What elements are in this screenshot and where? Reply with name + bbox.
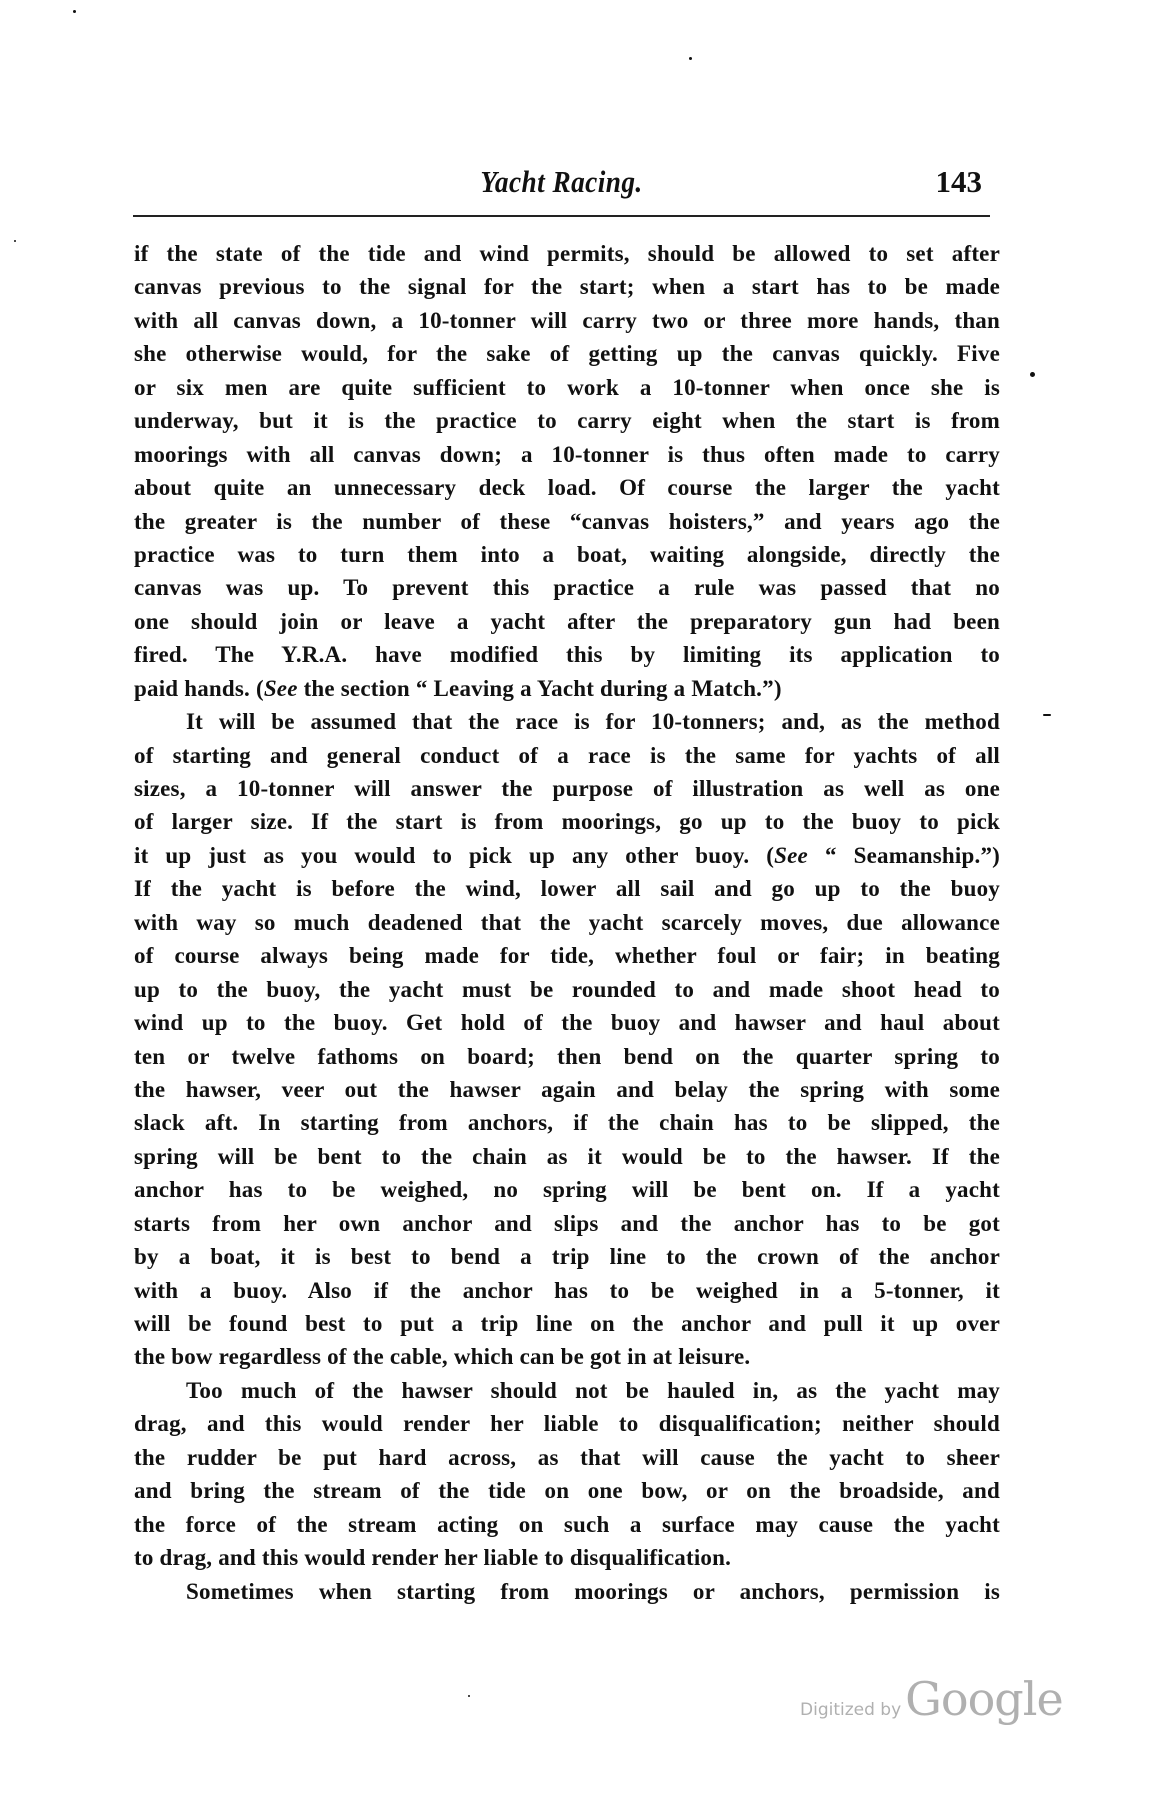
scan-speck	[468, 1695, 470, 1697]
text-line: with a buoy. Also if the anchor has to be weighed in a 5-tonner, it	[134, 1277, 1000, 1303]
text-line: starts from her own anchor and slips and the anchor has to be got	[134, 1210, 1000, 1236]
text-line: wind up to the buoy. Get hold of the buoy and hawser and haul about	[134, 1010, 1000, 1036]
text-line: fired. The Y.R.A. have modified this by limiting its application to	[134, 642, 1000, 668]
text-line: up to the buoy, the yacht must be rounded to and made shoot head to	[134, 976, 1000, 1002]
body-text	[134, 237, 1000, 1608]
text-line: moorings with all canvas down; a 10-tonner is thus often made to carry	[134, 441, 1000, 467]
google-watermark	[800, 1672, 1063, 1726]
text-line: and bring the stream of the tide on one bow, or on the broadside, and	[134, 1478, 1000, 1504]
text-line: If the yacht is before the wind, lower all sail and go up to the buoy	[134, 876, 1000, 902]
text-line: ten or twelve fathoms on board; then bend on the quarter spring to	[134, 1043, 1000, 1069]
text-line: drag, and this would render her liable to disqualification; neither should	[134, 1411, 1000, 1437]
text-line: she otherwise would, for the sake of getting up the canvas quickly. Five	[134, 341, 1000, 367]
text-line: or six men are quite sufficient to work a 10-tonner when once she is	[134, 374, 1000, 400]
text-line: one should join or leave a yacht after the preparatory gun had been	[134, 608, 1000, 634]
text-line: underway, but it is the practice to carry eight when the start is from	[134, 408, 1000, 434]
text-line: of starting and general conduct of a race is the same for yachts of all	[134, 742, 1000, 768]
text-line: the hawser, veer out the hawser again and belay the spring with some	[134, 1076, 1000, 1102]
digitized-by-label: Digitized by	[800, 1700, 902, 1720]
text-line: practice was to turn them into a boat, waiting alongside, directly the	[134, 541, 1000, 567]
header-rule	[133, 215, 990, 217]
text-line: anchor has to be weighed, no spring will be bent on. If a yacht	[134, 1177, 1000, 1203]
page-number: 143	[935, 164, 982, 199]
scan-speck	[689, 57, 692, 60]
text-line: sizes, a 10-tonner will answer the purpose of illustration as well as one	[134, 776, 1000, 801]
text-line: will be found best to put a trip line on the anchor and pull it up over	[134, 1311, 1000, 1336]
text-line: of course always being made for tide, whether foul or fair; in beating	[134, 943, 1000, 969]
text-line: if the state of the tide and wind permits, should be allowed to set after	[134, 241, 1000, 266]
text-line: the force of the stream acting on such a surface may cause the yacht	[134, 1511, 1000, 1537]
text-line: canvas was up. To prevent this practice a rule was passed that no	[134, 575, 1000, 601]
scan-speck	[1030, 372, 1035, 377]
text-line: the bow regardless of the cable, which can be got in at leisure.	[134, 1344, 751, 1370]
text-line: the rudder be put hard across, as that will cause the yacht to sheer	[134, 1444, 1000, 1470]
scan-speck	[73, 10, 76, 13]
text-line: the greater is the number of these “canvas hoisters,” and years ago the	[134, 508, 1000, 534]
text-line: with all canvas down, a 10-tonner will carry two or three more hands, than	[134, 307, 1000, 333]
scan-speck	[14, 240, 16, 242]
running-head	[133, 158, 990, 208]
scan-speck	[1043, 714, 1051, 716]
text-line: by a boat, it is best to bend a trip line to the crown of the anchor	[134, 1244, 1000, 1270]
text-line: spring will be bent to the chain as it would be to the hawser. If the	[134, 1143, 1000, 1169]
text-line: canvas previous to the signal for the start; when a start has to be made	[134, 274, 1000, 300]
text-line: to drag, and this would render her liable to disqualification.	[134, 1545, 732, 1571]
text-line: with way so much deadened that the yacht scarcely moves, due allowance	[134, 909, 1000, 935]
text-line: Too much of the hawser should not be hauled in, as the yacht may	[186, 1377, 1000, 1403]
text-line: of larger size. If the start is from moorings, go up to the buoy to pick	[134, 809, 1000, 835]
text-line: about quite an unnecessary deck load. Of course the larger the yacht	[134, 475, 1000, 501]
text-line: Sometimes when starting from moorings or anchors, permission is	[186, 1578, 1000, 1604]
google-logo: Google	[905, 1672, 1063, 1726]
text-line: slack aft. In starting from anchors, if the chain has to be slipped, the	[134, 1110, 1000, 1136]
italic-see: See	[774, 842, 808, 868]
text-line: paid hands. (See the section “ Leaving a Yacht during a Match.”)	[134, 675, 782, 701]
running-title: Yacht Racing.	[480, 164, 643, 199]
text-line: it up just as you would to pick up any other buoy. (See “ Seamanship.”)	[134, 842, 1001, 868]
italic-see: See	[263, 675, 298, 701]
text-line: It will be assumed that the race is for 10-tonners; and, as the method	[186, 709, 1000, 735]
